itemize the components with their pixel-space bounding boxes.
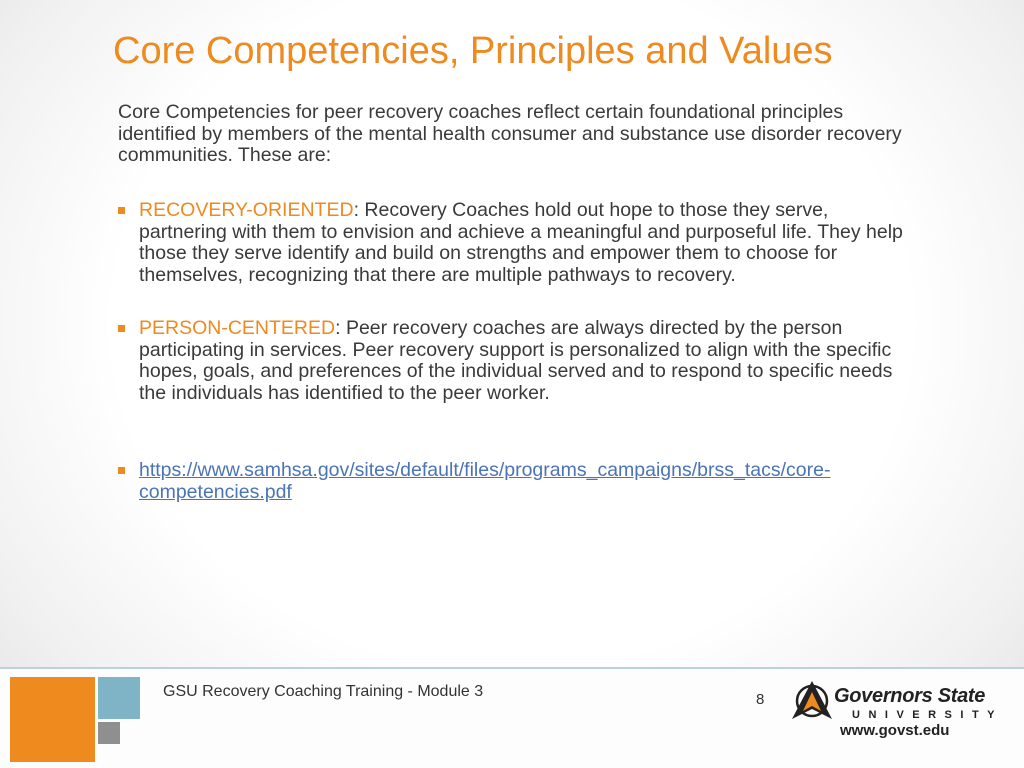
logo-url: www.govst.edu (840, 722, 950, 739)
logo-subtitle: UNIVERSITY (852, 709, 1004, 721)
bullet-reference-link (118, 460, 908, 503)
gsu-mark-icon (790, 679, 834, 723)
intro-paragraph: Core Competencies for peer recovery coaches reflect certain foundational principles identified by members of the mental health consumer and substance use disorder recovery communities. These are: (118, 101, 902, 166)
samhsa-link[interactable]: https://www.samhsa.gov/sites/default/files/programs_campaigns/brss_tacs/core-competencies.pdf (139, 459, 831, 503)
bullet-text: : Recovery Coaches hold out hope to those they serve, partnering with them to envision and achieve a meaningful and purposeful life. They help those they serve identify and build on strengths and empower them to choose for themselves, recognizing that there are multiple pathways to recovery. (139, 199, 903, 286)
footer-text: GSU Recovery Coaching Training - Module 3 (163, 683, 484, 700)
bullet-term: PERSON-CENTERED (139, 317, 336, 339)
decorative-gray-square (98, 722, 120, 744)
decorative-teal-square (98, 677, 140, 719)
page-number: 8 (756, 691, 765, 708)
decorative-orange-square (10, 677, 95, 762)
bullet-term: RECOVERY-ORIENTED (139, 199, 354, 221)
bullet-person-centered (118, 318, 908, 404)
bullet-square-icon (118, 467, 125, 474)
logo-name: Governors State (834, 685, 986, 707)
bullet-square-icon (118, 325, 125, 332)
slide-title: Core Competencies, Principles and Values (113, 30, 833, 72)
bullet-recovery-oriented (118, 200, 908, 286)
bullet-square-icon (118, 207, 125, 214)
bullet-text: : Peer recovery coaches are always directed by the person participating in services. Peer recovery support is personalized to align with the specific hopes, goals, and preferences of the individual served and to respond to specific needs the individuals has identified to the peer worker. (139, 317, 893, 404)
bullet-list (118, 200, 908, 503)
